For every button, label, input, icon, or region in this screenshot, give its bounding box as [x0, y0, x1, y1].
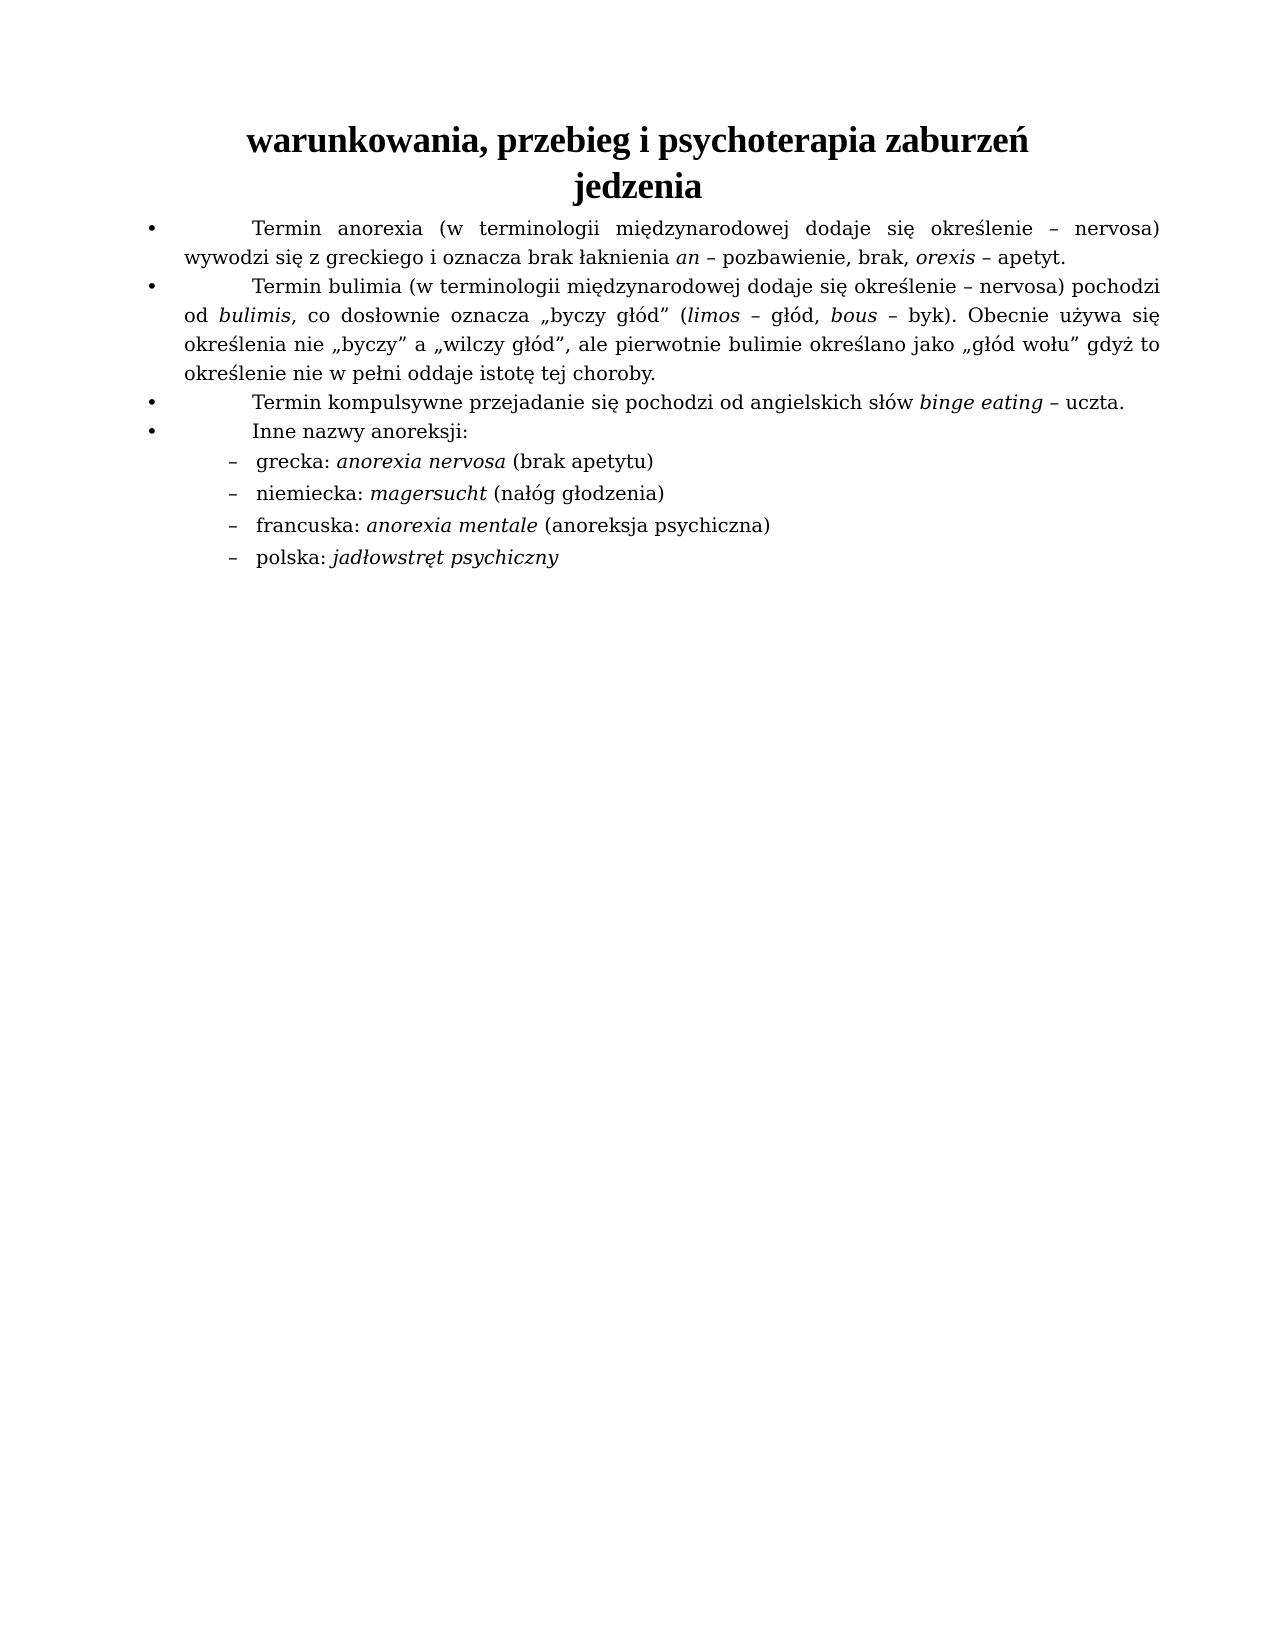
bullet-icon: •	[146, 216, 158, 240]
list-item-binge-eating: • Termin kompulsywne przejadanie się pochodzi od angielskich słów binge eating – uczta.	[140, 388, 1160, 417]
bullet-icon: •	[146, 419, 158, 443]
sub-item-french: – francuska: anorexia mentale (anoreksja psychiczna)	[140, 510, 1160, 542]
bullet-list	[140, 214, 1160, 574]
bullet-icon: •	[146, 390, 158, 414]
list-item-bulimia: • Termin bulimia (w terminologii międzynarodowej dodaje się określenie – nervosa) pochodzi od bulimis, co dosłownie oznacza „byczy głód” (limos – głód, bous – byk). Obecnie używa się określenia nie „byczy” a „wilczy głód”, ale pierwotnie bulimie określano jako „głód wołu” gdyż to określenie nie w pełni oddaje istotę tej choroby.	[146, 274, 1160, 385]
sub-item-german: – niemiecka: magersucht (nałóg głodzenia)	[140, 478, 1160, 510]
list-item-anorexia: • Termin anorexia (w terminologii międzynarodowej dodaje się określenie – nervosa) wywodzi się z greckiego i oznacza brak łaknienia an – pozbawienie, brak, orexis – apetyt.	[146, 216, 1160, 269]
title-line-1: warunkowania, przebieg i psychoterapia zaburzeń	[246, 120, 1029, 161]
dash-icon: –	[228, 546, 238, 569]
dash-icon: –	[228, 482, 238, 505]
sub-item-polish: – polska: jadłowstręt psychiczny	[140, 542, 1160, 574]
bullet-icon: •	[146, 274, 158, 298]
sub-item-greek: – grecka: anorexia nervosa (brak apetytu)	[140, 446, 1160, 478]
dash-icon: –	[228, 514, 238, 537]
document-title	[150, 118, 1125, 210]
title-line-2: jedzenia	[572, 166, 703, 207]
dash-icon: –	[228, 450, 238, 473]
list-item-other-names: • Inne nazwy anoreksji:	[140, 417, 1160, 446]
